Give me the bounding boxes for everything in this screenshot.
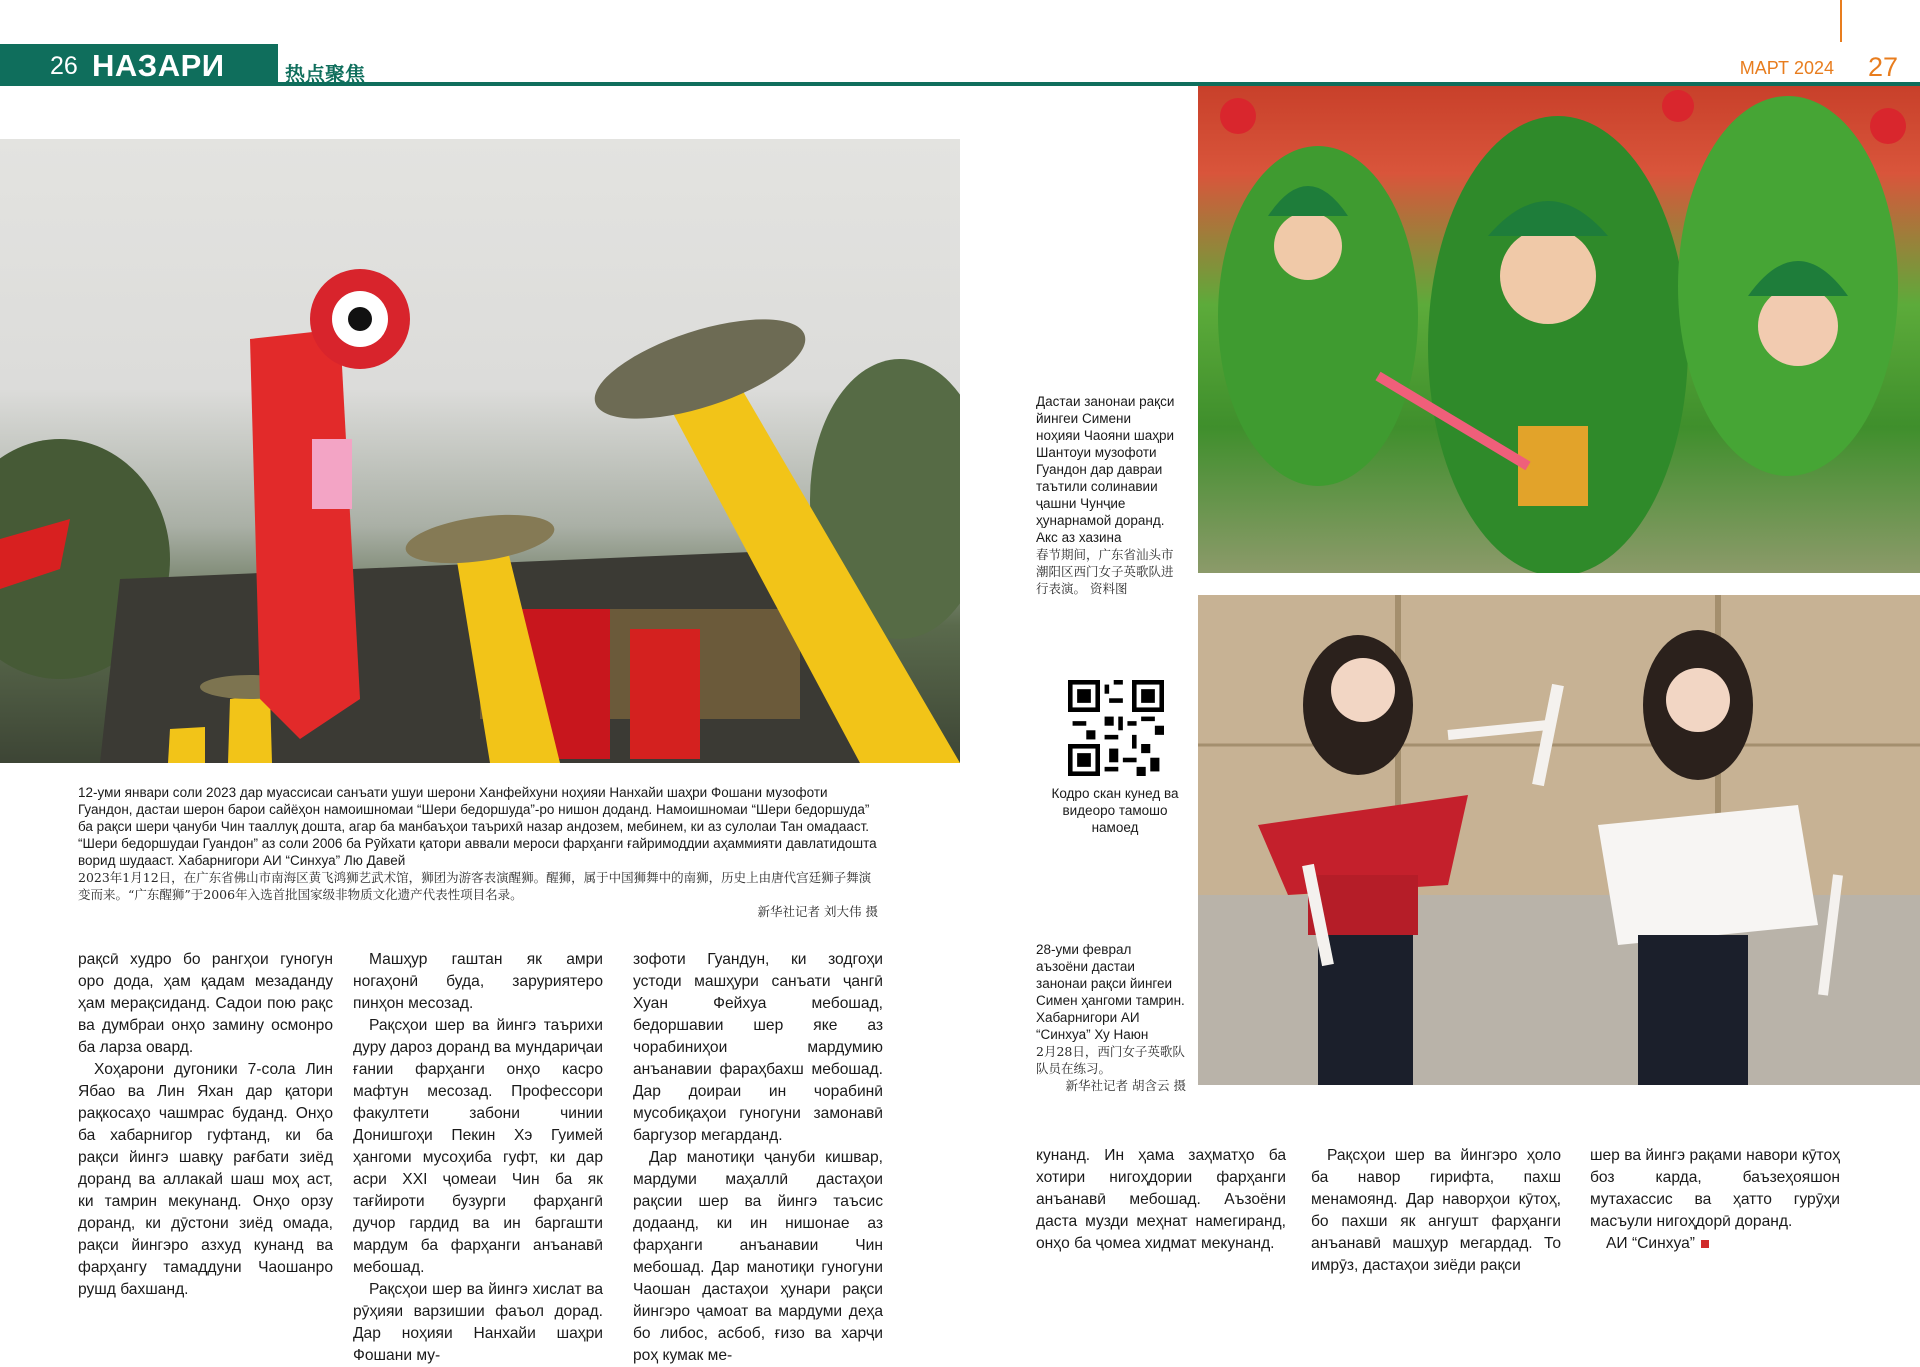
paragraph: Дар манотиқи ҷануби кишвар, мардуми маҳаллӣ дастаҳои рақсии шер ва йингэ таъсис додаанд, ки ин нишонае аз фарҳанги анъанавии Чин мебошад. Дар манотиқи гуногуни Чаошан дастаҳои ҳунари рақси йингэро ҷамоат ва мардуми деҳа бо либос, асбоб, ғизо ва харҷи роҳ кумак ме- — [633, 1149, 883, 1364]
paragraph: шер ва йингэ рақами навори кӯтоҳ боз карда, баъзеҳояшон мутахассис ва ҳатто гурӯҳи масъули нигоҳдорӣ доранд. — [1590, 1147, 1840, 1230]
qr-code-icon — [1068, 680, 1164, 776]
article-column-3 — [633, 949, 883, 1367]
yingge-dancers-photo — [1198, 86, 1920, 573]
section-title: НАЗАРИ АСОСӢ — [92, 48, 225, 119]
lion-dance-photo — [0, 139, 960, 763]
paragraph: зофоти Гуандун, ки зодгоҳи устоди машҳури санъати ҷангӣ Хуан Фейхуа мебошад, бедоршавии шер яке аз чорабиниҳои мардумию анъанавии фараҳбахш мебошад. Дар доираи ин чорабинӣ мусобиқаҳои гуногуни замонавӣ баргузор мегарданд. — [633, 951, 883, 1144]
main-photo-caption — [78, 784, 878, 920]
paragraph: Машҳур гаштан як амри ногаҳонӣ буда, заруриятеро пинҳон месозад. — [353, 951, 603, 1012]
paragraph: Рақсҳои шер ва йингэ таърихи дуру дароз доранд ва мундариҷаи ғании фарҳанги онҳо касро мафтун месозад. Профессори факултети забони чинии Донишгоҳи Пекин Хэ Гуимей ҳангоми мусоҳиба гуфт, ки дар асри XXI ҷомеаи Чин ба як тағйироти бузурги фарҳангӣ дучор гардид ва ин баргашти мардум ба фарҳанги анъанавӣ мебошад. — [353, 1017, 604, 1276]
paragraph: Рақсҳои шер ва йингэро ҳоло ба навор гирифта, пахш менамоянд. Дар наворҳои кӯтоҳ, бо пахши як ангушт фарҳанги анъанавӣ машҳур мегардад. То имрӯз, дастаҳои зиёди рақси — [1311, 1147, 1561, 1274]
yingge-caption-cn-text: 春节期间，广东省汕头市潮阳区西门女子英歌队进行表演。 — [1036, 547, 1174, 596]
right-page-number: 27 — [1867, 52, 1898, 82]
end-mark-icon — [1701, 1240, 1709, 1248]
yingge-caption-cn — [1036, 546, 1176, 597]
page-edge-rule — [1840, 0, 1842, 42]
paragraph: Рақсҳои шер ва йингэ хислат ва рӯҳияи варзишии фаъол дорад. Дар ноҳияи Нанхайи шаҳри Фошани му- — [353, 1281, 603, 1364]
yingge-dancers-illustration — [1198, 86, 1920, 573]
lion-dance-illustration — [0, 139, 960, 763]
yingge-caption-cn-credit: 资料图 — [1090, 581, 1128, 596]
rehearsal-caption-cn-credit: 新华社记者 胡含云 摄 — [1065, 1078, 1186, 1093]
issue-date: МАРТ 2024 — [1739, 58, 1834, 78]
qr-caption: Кодро скан кунед ва видеоро тамошо намоед — [1051, 786, 1179, 835]
rehearsal-photo — [1198, 595, 1920, 1085]
yingge-photo-caption — [1036, 393, 1176, 597]
qr-code[interactable] — [1068, 680, 1164, 776]
paragraph: Хоҳарони дугоники 7-сола Лин Ябао ва Лин Яхан дар қатори рақкосаҳо чашмрас буданд. Онҳо ба хабарнигор гуфтанд, ки ба рақси йингэ шавқу рағбати зиёд доранд ва аллакай шаш моҳ аст, ки тамрин мекунанд. Онҳо орзу доранд, ки дӯстони зиёд омада, рақси йингэро азхуд кунанд ва фарҳангу тамаддуни Чаошанро рушд бахшанд. — [78, 1061, 333, 1298]
paragraph: рақсӣ худро бо рангҳои гуногун оро дода, ҳам қадам мезаданду ҳам мерақсиданд. Садои пою рақс ва думбраи онҳо замину осмонро ба ларза овард. — [78, 951, 333, 1056]
rehearsal-caption-cn: 2月28日，西门女子英歌队队员在练习。 — [1036, 1044, 1185, 1076]
rehearsal-illustration — [1198, 595, 1920, 1085]
paragraph: кунанд. Ин ҳама заҳматҳо ба хотири нигоҳдории фарҳанги анъанавӣ мебошад. Аъзоёни даста музди меҳнат намегиранд, онҳо ба ҷомеа хидмат мекунанд. — [1036, 1147, 1286, 1252]
article-column-5 — [1311, 1145, 1561, 1277]
left-page-number: 26 — [50, 52, 78, 80]
section-title-cn: 热点聚焦 — [285, 62, 365, 86]
signoff-text: АИ “Синхуа” — [1606, 1235, 1696, 1252]
article-column-4 — [1036, 1145, 1286, 1255]
main-caption-text: 12-уми январи соли 2023 дар муассисаи санъати ушуи шерони Ханфейхуни ноҳияи Нанхайи шаҳри Фошани музофоти Гуандон, дастаи шерон барои сайёҳон намоишномаи “Шери бедоршуда”-ро нишон доданд. Намоишномаи “Шери бедоршуда” ба рақси шери ҷануби Чин тааллуқ дошта, агар ба манбаъҳои таърихӣ назар андозем, мебинем, ки аз сулолаи Тан омадааст. “Шери бедоршудаи Гуандон” аз соли 2006 ба Рӯйхати қатори аввали мероси фарҳанги ғайримоддии аҳаммияти давлатидошта ворид шудааст. Хабарнигори АИ “Синхуа” Лю Давей — [78, 785, 877, 868]
main-caption-cn: 2023年1月12日，在广东省佛山市南海区黄飞鸿狮艺武术馆，狮团为游客表演醒狮。醒狮，属于中国狮舞中的南狮，历史上由唐代宫廷狮子舞演变而来。“广东醒狮”于2006年入选首批国家级非物质文化遗产代表性项目名录。 — [78, 870, 872, 902]
yingge-caption-text: Дастаи занонаи рақси йингеи Симени ноҳияи Чаояни шаҳри Шантоуи музофоти Гуандон дар давраи таътили солинавии ҷашни Чунҷие ҳунарнамой доранд. Акс аз хазина — [1036, 394, 1175, 545]
rehearsal-photo-caption — [1036, 941, 1186, 1094]
signoff — [1590, 1233, 1840, 1255]
main-caption-cn-credit: 新华社记者 刘大伟 摄 — [757, 904, 878, 919]
rehearsal-caption-text: 28-уми феврал аъзоёни дастаи занонаи рақси йингеи Симен ҳангоми тамрин. Хабарнигори АИ “Синхуа” Ху Наюн — [1036, 942, 1185, 1042]
article-column-6 — [1590, 1145, 1840, 1255]
section-banner — [0, 44, 278, 119]
article-column-1 — [78, 949, 333, 1301]
article-column-2 — [353, 949, 603, 1367]
